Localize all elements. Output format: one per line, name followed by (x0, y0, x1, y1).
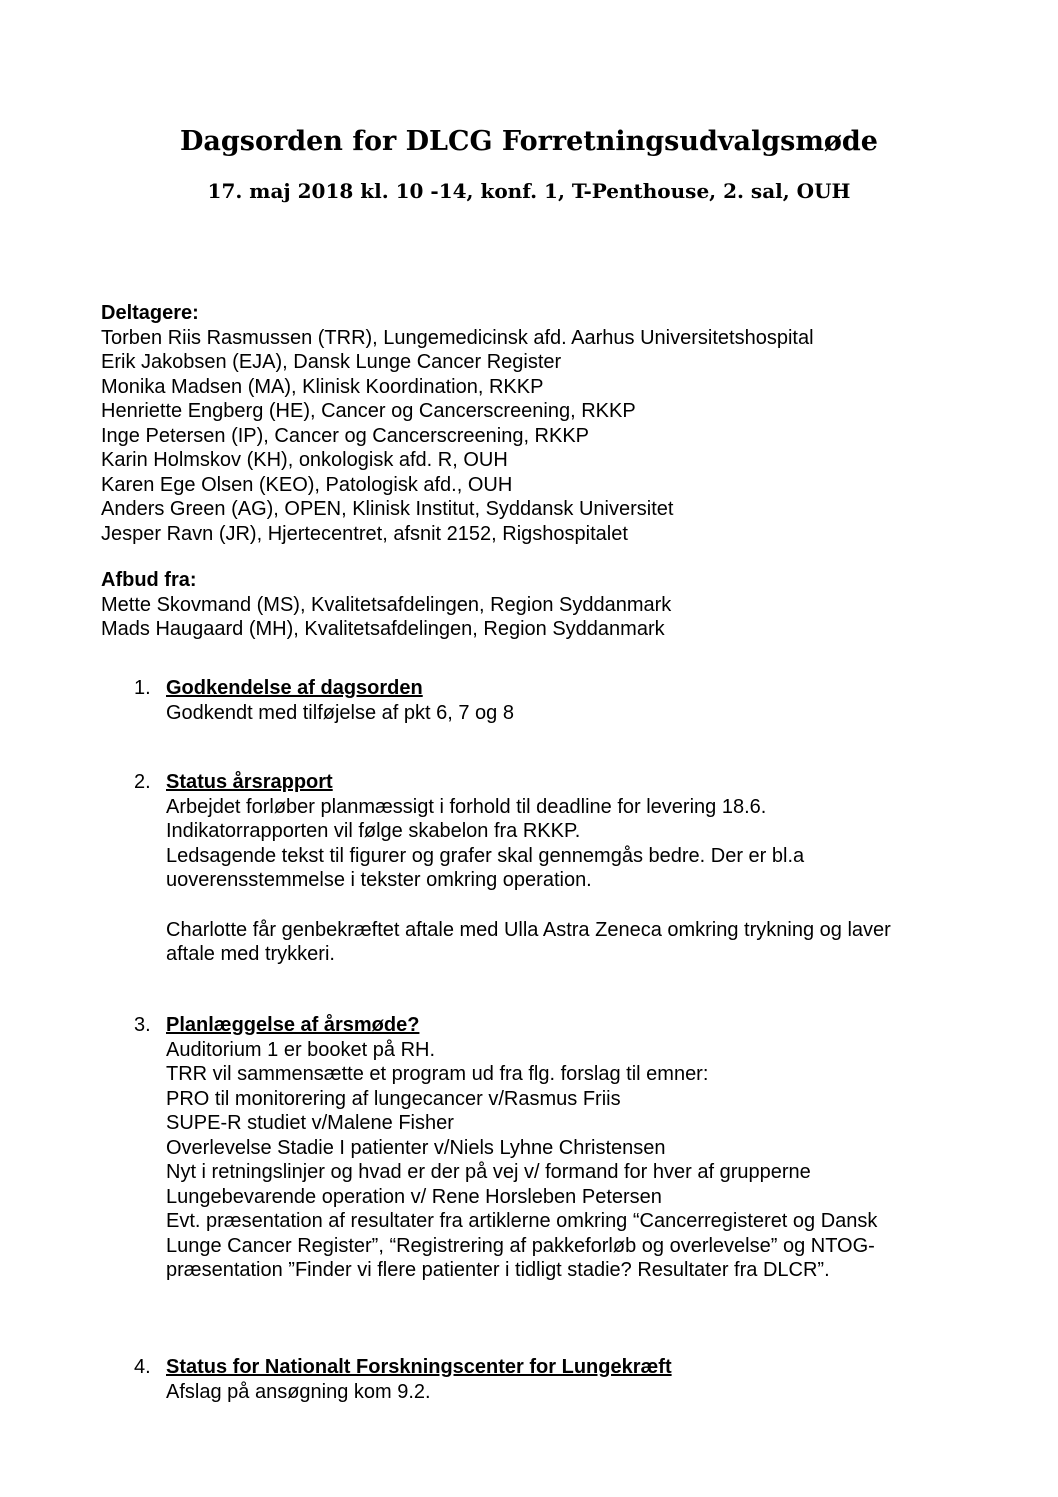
absent-heading: Afbud fra: (101, 569, 197, 591)
participants-section (101, 301, 814, 546)
agenda-item-line: Arbejdet forløber planmæssigt i forhold til deadline for levering 18.6. (166, 795, 767, 818)
participant-line: Henriette Engberg (HE), Cancer og Cancerscreening, RKKP (101, 400, 636, 422)
agenda-item-number: 3. (134, 1014, 151, 1036)
agenda-item-number: 2. (134, 771, 151, 793)
participant-line: Erik Jakobsen (EJA), Dansk Lunge Cancer Register (101, 351, 562, 373)
absent-line: Mads Haugaard (MH), Kvalitetsafdelingen, Region Syddanmark (101, 618, 665, 640)
agenda-item-heading: Status for Nationalt Forskningscenter for Lungekræft (166, 1356, 672, 1378)
agenda-item-line: Lunge Cancer Register”, “Registrering af pakkeforløb og overlevelse” og NTOG- (166, 1234, 875, 1257)
agenda-item-line: Evt. præsentation af resultater fra artiklerne omkring “Cancerregisteret og Dansk (166, 1210, 878, 1232)
agenda-item-line: Auditorium 1 er booket på RH. (166, 1038, 436, 1061)
agenda-item-paragraph (166, 918, 891, 967)
document-subtitle: 17. maj 2018 kl. 10 -14, konf. 1, T-Penthouse, 2. sal, OUH (207, 179, 851, 203)
agenda-item-line: TRR vil sammensætte et program ud fra flg. forslag til emner: (166, 1063, 709, 1085)
agenda-item-paragraph (166, 795, 891, 893)
agenda-item-line: PRO til monitorering af lungecancer v/Rasmus Friis (166, 1087, 621, 1110)
agenda-item-line: aftale med trykkeri. (166, 943, 335, 965)
document-title: Dagsorden for DLCG Forretningsudvalgsmøde (180, 126, 878, 157)
absent-section (101, 568, 671, 642)
agenda-item-paragraph (166, 701, 514, 726)
agenda-item-paragraph (166, 1380, 672, 1405)
agenda-item-line: Nyt i retningslinjer og hvad er der på vej v/ formand for hver af grupperne (166, 1161, 811, 1183)
agenda-item-line: Overlevelse Stadie I patienter v/Niels Lyhne Christensen (166, 1136, 666, 1159)
agenda-item-paragraph (166, 1038, 877, 1283)
agenda-item-line: Charlotte får genbekræftet aftale med Ulla Astra Zeneca omkring trykning og laver (166, 918, 891, 941)
agenda-item-heading: Godkendelse af dagsorden (166, 677, 423, 699)
agenda-item-content (166, 1355, 672, 1404)
participant-line: Anders Green (AG), OPEN, Klinisk Institut, Syddansk Universitet (101, 498, 674, 520)
agenda-item-line: Indikatorrapporten vil følge skabelon fra RKKP. (166, 820, 581, 842)
agenda-item-line: præsentation ”Finder vi flere patienter i tidligt stadie? Resultater fra DLCR”. (166, 1259, 830, 1281)
agenda-item-content (166, 770, 891, 967)
agenda-item-line: Afslag på ansøgning kom 9.2. (166, 1380, 431, 1403)
agenda-item-line: Ledsagende tekst til figurer og grafer skal gennemgås bedre. Der er bl.a (166, 844, 805, 867)
participant-line: Monika Madsen (MA), Klinisk Koordination, RKKP (101, 375, 544, 398)
participant-line: Karen Ege Olsen (KEO), Patologisk afd., OUH (101, 473, 513, 496)
participant-line: Torben Riis Rasmussen (TRR), Lungemedicinsk afd. Aarhus Universitetshospital (101, 326, 814, 349)
agenda-item-line: Godkendt med tilføjelse af pkt 6, 7 og 8 (166, 701, 514, 724)
agenda-item-number: 1. (134, 677, 151, 699)
participant-line: Karin Holmskov (KH), onkologisk afd. R, OUH (101, 449, 508, 471)
participants-heading: Deltagere: (101, 302, 199, 324)
agenda-item-number: 4. (134, 1356, 151, 1378)
agenda-item-heading: Status årsrapport (166, 771, 333, 793)
agenda-item-content (166, 676, 514, 725)
participant-line: Jesper Ravn (JR), Hjertecentret, afsnit 2152, Rigshospitalet (101, 522, 628, 545)
agenda-item-line: Lungebevarende operation v/ Rene Horsleben Petersen (166, 1185, 662, 1208)
participant-line: Inge Petersen (IP), Cancer og Cancerscreening, RKKP (101, 424, 590, 447)
agenda-item-content (166, 1013, 877, 1283)
agenda-item-heading: Planlæggelse af årsmøde? (166, 1014, 420, 1036)
agenda-item-line: SUPE-R studiet v/Malene Fisher (166, 1112, 454, 1134)
agenda-item-line: uoverensstemmelse i tekster omkring operation. (166, 869, 592, 891)
absent-line: Mette Skovmand (MS), Kvalitetsafdelingen, Region Syddanmark (101, 593, 672, 616)
